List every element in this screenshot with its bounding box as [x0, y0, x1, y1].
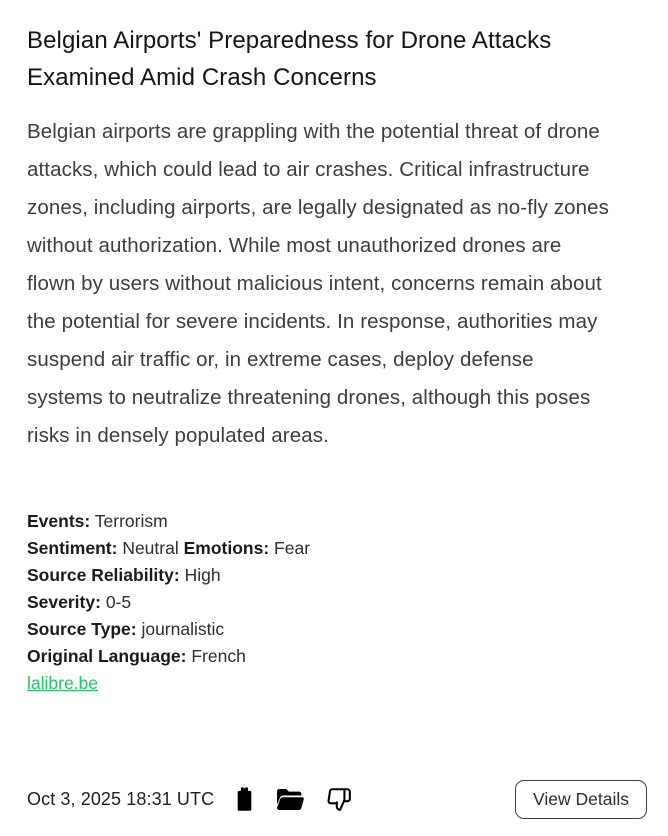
events-label: Events: — [27, 511, 91, 531]
emotions-label: Emotions: — [183, 538, 270, 558]
meta-row-source-type — [27, 616, 647, 643]
source-reliability-value: High — [184, 565, 221, 585]
dislike-button[interactable] — [326, 786, 352, 812]
source-link[interactable]: lalibre.be — [27, 673, 99, 693]
meta-row-severity — [27, 589, 647, 616]
open-folder-button[interactable] — [276, 788, 305, 811]
article-summary: Belgian airports are grappling with the potential threat of drone attacks, which could lead to air crashes. Critical infrastructure zones, including airports, are legally designated as no-fly zones without authorization. While most unauthorized drones are flown by users without malicious intent, concerns remain about the potential for severe incidents. In response, authorities may suspend air traffic or, in extreme cases, deploy defense systems to neutralize threatening drones, although this poses risks in densely populated areas. — [27, 120, 609, 447]
view-details-button[interactable]: View Details — [515, 780, 647, 819]
clipboard-icon — [234, 786, 255, 813]
timestamp: Oct 3, 2025 18:31 UTC — [27, 788, 215, 809]
original-language-value: French — [191, 646, 246, 666]
source-reliability-label: Source Reliability: — [27, 565, 180, 585]
events-value: Terrorism — [94, 511, 168, 531]
sentiment-value: Neutral — [122, 538, 179, 558]
source-type-value: journalistic — [141, 619, 225, 639]
meta-row-source-reliability — [27, 562, 647, 589]
source-type-label: Source Type: — [27, 619, 137, 639]
severity-value: 0-5 — [105, 592, 132, 612]
severity-label: Severity: — [27, 592, 101, 612]
footer-bar — [27, 777, 647, 821]
sentiment-label: Sentiment: — [27, 538, 118, 558]
copy-to-clipboard-button[interactable] — [234, 786, 255, 813]
emotions-value: Fear — [274, 538, 311, 558]
article-title: Belgian Airports' Preparedness for Drone Attacks Examined Amid Crash Concerns — [27, 27, 552, 91]
meta-row-sentiment-emotions — [27, 535, 647, 562]
metadata-block — [27, 508, 647, 697]
meta-row-original-language — [27, 643, 647, 670]
meta-row-events — [27, 508, 647, 535]
original-language-label: Original Language: — [27, 646, 187, 666]
folder-open-icon — [276, 788, 305, 811]
thumbs-down-icon — [326, 786, 352, 812]
